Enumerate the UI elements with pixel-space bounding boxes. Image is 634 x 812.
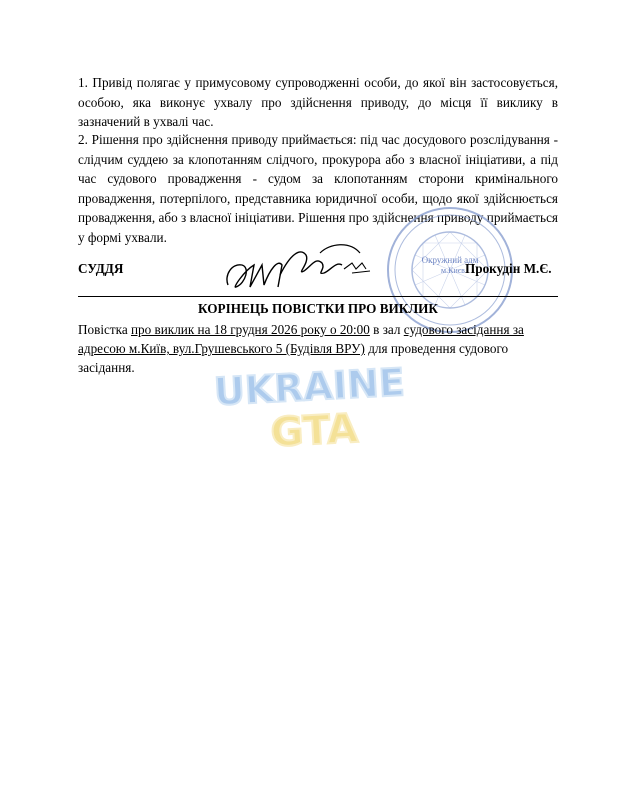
judge-signature [220, 235, 380, 295]
judge-name: Прокудін М.Є. [465, 261, 552, 276]
stamp-text-line-2: м.Києв [441, 266, 465, 275]
watermark-text-bottom: GTA [269, 405, 360, 457]
summons-part-5: для проведення судового засідання. [78, 341, 509, 375]
stub-heading: КОРІНЕЦЬ ПОВІСТКИ ПРО ВИКЛИК [198, 301, 438, 316]
summons-part-3: в зал [369, 322, 404, 337]
paragraph-1: 1. Привід полягає у примусовому супроводженні особи, до якої він застосовується, особою, яка виконує ухвалу про здійснення приводу, до місця її виклику в зазначений в ухвалі час. [78, 75, 558, 129]
summons-date: про виклик на 18 грудня 2026 року о 20:00 [130, 322, 370, 337]
paragraph-2: 2. Рішення про здійснення приводу приймається: під час досудового розслідування - слідчим суддею за клопотанням слідчого, прокурора або з власної ініціативи, а під час судового провадження - судом за клопотанням сторони кримінального провадження, потерпілого, представника юридичної особи, щодо якої здійснюється провадження, або з власної ініціативи. Рішення про здійснення приводу приймається у формі ухвали. [78, 132, 558, 245]
stamp-text-line-1: Окружний адм [421, 255, 479, 265]
separator-line [78, 296, 558, 297]
judge-label: СУДДЯ [78, 261, 124, 276]
watermark-logo [212, 360, 406, 457]
summons-part-1: Повістка [78, 322, 131, 337]
watermark-text-top: UKRAINE [212, 360, 406, 414]
summons-address: судового засідання за адресою м.Київ, вул.Грушевського 5 (Будівля ВРУ) [78, 322, 524, 356]
